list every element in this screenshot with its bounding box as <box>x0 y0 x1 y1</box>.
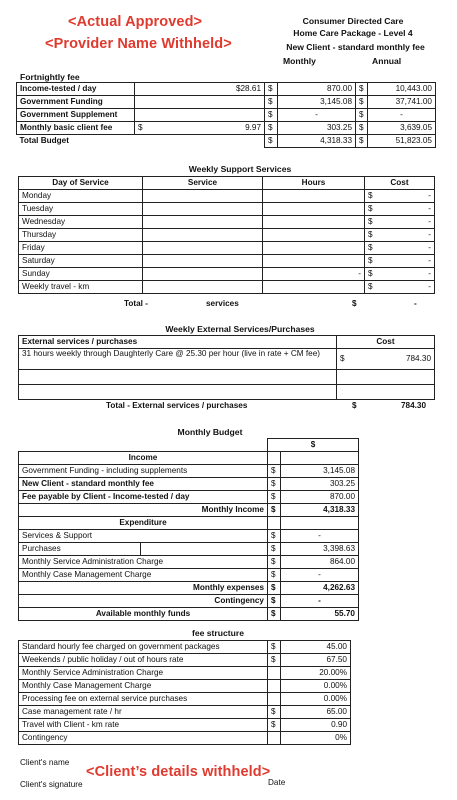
fortnightly-label: Total Budget <box>19 136 69 146</box>
fee-label: Case management rate / hr <box>19 706 268 719</box>
fee-value: 20.00% <box>281 667 351 680</box>
budget-available-value: 55.70 <box>281 608 359 621</box>
header-monthly: Monthly <box>283 56 316 66</box>
budget-monthly-expenses-row <box>19 582 359 595</box>
budget-expenditure-header: Expenditure <box>19 517 268 530</box>
weekly-support-total-currency: $ <box>352 299 357 308</box>
fee-value: 45.00 <box>281 641 351 654</box>
fortnightly-label: Government Funding <box>17 96 135 109</box>
day-label: Thursday <box>19 229 143 242</box>
day-label: Weekly travel - km <box>19 281 143 294</box>
client-name-label: Client's name <box>20 758 70 767</box>
budget-monthly-income-value: 4,318.33 <box>281 504 359 517</box>
budget-monthly-expenses-label: Monthly expenses <box>19 582 268 595</box>
weekly-support-row <box>19 268 435 281</box>
fee-currency <box>268 680 281 693</box>
currency: $ <box>268 556 281 569</box>
day-label: Monday <box>19 190 143 203</box>
fee-label: Contingency <box>19 732 268 745</box>
day-label: Wednesday <box>19 216 143 229</box>
currency: $ <box>265 109 278 122</box>
fee-label: Processing fee on external service purchases <box>19 693 268 706</box>
fee-structure-title: fee structure <box>191 628 245 638</box>
day-label: Sunday <box>19 268 143 281</box>
header-line1: Consumer Directed Care <box>302 16 404 26</box>
budget-income-label: New Client - standard monthly fee <box>19 478 268 491</box>
budget-income-value: 3,145.08 <box>281 465 359 478</box>
external-item-cost: 784.30 <box>405 354 431 363</box>
budget-income-label: Fee payable by Client - Income-tested / day <box>19 491 268 504</box>
weekly-support-title: Weekly Support Services <box>188 164 292 174</box>
fortnightly-monthly: 4,318.33 <box>278 135 356 148</box>
weekly-support-row <box>19 281 435 294</box>
fee-label: Monthly Case Management Charge <box>19 680 268 693</box>
cost-value: - <box>428 269 431 278</box>
fortnightly-annual: 51,823.05 <box>368 135 436 148</box>
col-cost: Cost <box>365 177 435 190</box>
fortnightly-table <box>16 82 436 148</box>
fortnightly-row <box>17 109 436 122</box>
weekly-support-row <box>19 216 435 229</box>
fee-row <box>19 719 351 732</box>
hours-cell: - <box>263 268 365 281</box>
currency: $ <box>268 491 281 504</box>
hours-cell <box>263 255 365 268</box>
fortnightly-annual: 37,741.00 <box>368 96 436 109</box>
hours-cell <box>263 281 365 294</box>
provider-redaction-line2: <Provider Name Withheld> <box>45 36 232 52</box>
fee-row <box>19 641 351 654</box>
external-header: External services / purchases <box>19 336 337 349</box>
hours-cell <box>263 190 365 203</box>
fee-currency: $ <box>268 654 281 667</box>
empty-cell <box>141 543 268 556</box>
budget-exp-value: - <box>281 530 359 543</box>
budget-exp-label: Monthly Service Administration Charge <box>19 556 268 569</box>
external-header-row <box>19 336 435 349</box>
currency: $ <box>356 135 368 148</box>
service-cell <box>143 255 263 268</box>
fee-row <box>19 654 351 667</box>
currency: $ <box>265 135 278 148</box>
currency: $ <box>268 595 281 608</box>
fortnightly-label: Monthly basic client fee <box>17 122 135 135</box>
budget-exp-label: Purchases <box>19 543 141 556</box>
fee-row <box>19 667 351 680</box>
external-cost-header: Cost <box>337 336 435 349</box>
external-item-cost-cell <box>337 349 435 370</box>
service-cell <box>143 281 263 294</box>
fee-label: Monthly Service Administration Charge <box>19 667 268 680</box>
currency: $ <box>268 569 281 582</box>
fee-label: Weekends / public holiday / out of hours rate <box>19 654 268 667</box>
cost-value: - <box>428 256 431 265</box>
cost-cell <box>365 203 435 216</box>
budget-income-header: Income <box>19 452 268 465</box>
fortnightly-extra: $28.61 <box>135 83 265 96</box>
service-cell <box>143 242 263 255</box>
fortnightly-row <box>17 96 436 109</box>
budget-available-label: Available monthly funds <box>19 608 268 621</box>
external-item-row <box>19 349 435 370</box>
hours-cell <box>263 229 365 242</box>
currency: $ <box>268 478 281 491</box>
header-annual: Annual <box>372 56 402 66</box>
fortnightly-extra-cell <box>135 122 265 135</box>
fee-value: 0.00% <box>281 693 351 706</box>
currency: $ <box>265 96 278 109</box>
col-service: Service <box>143 177 263 190</box>
external-total-value: 784.30 <box>401 401 427 410</box>
service-cell <box>143 190 263 203</box>
currency: $ <box>340 354 345 363</box>
fee-row <box>19 732 351 745</box>
fee-currency <box>268 667 281 680</box>
budget-dollar-header: $ <box>268 439 359 452</box>
fortnightly-title: Fortnightly fee <box>20 72 80 82</box>
budget-income-value: 303.25 <box>281 478 359 491</box>
budget-contingency-label: Contingency <box>19 595 268 608</box>
fortnightly-row <box>17 83 436 96</box>
fortnightly-monthly: 3,145.08 <box>278 96 356 109</box>
budget-income-row <box>19 465 359 478</box>
currency: $ <box>368 282 373 291</box>
fee-label: Standard hourly fee charged on government packages <box>19 641 268 654</box>
service-cell <box>143 216 263 229</box>
currency: $ <box>368 243 373 252</box>
client-details-redaction: <Client’s details withheld> <box>86 764 271 780</box>
external-table <box>18 335 435 400</box>
currency: $ <box>138 123 143 132</box>
cost-cell <box>365 242 435 255</box>
fee-structure-table <box>18 640 351 745</box>
currency: $ <box>268 582 281 595</box>
weekly-support-row <box>19 190 435 203</box>
empty-cell <box>19 385 337 400</box>
cost-cell <box>365 255 435 268</box>
fee-currency: $ <box>268 719 281 732</box>
currency: $ <box>356 122 368 135</box>
budget-exp-row <box>19 543 359 556</box>
budget-contingency-row <box>19 595 359 608</box>
currency: $ <box>368 217 373 226</box>
budget-income-value: 870.00 <box>281 491 359 504</box>
empty-cell <box>268 517 281 530</box>
header-line2: Home Care Package - Level 4 <box>293 28 413 38</box>
fortnightly-monthly: 303.25 <box>278 122 356 135</box>
weekly-support-header-row <box>19 177 435 190</box>
hours-cell <box>263 242 365 255</box>
budget-monthly-income-label: Monthly Income <box>19 504 268 517</box>
fortnightly-row <box>17 122 436 135</box>
cost-cell <box>365 216 435 229</box>
fortnightly-label: Income-tested / day <box>17 83 135 96</box>
weekly-support-row <box>19 242 435 255</box>
budget-exp-label: Services & Support <box>19 530 268 543</box>
currency: $ <box>356 96 368 109</box>
currency: $ <box>368 269 373 278</box>
fortnightly-annual: 3,639.05 <box>368 122 436 135</box>
cost-cell <box>365 281 435 294</box>
cost-value: - <box>428 191 431 200</box>
external-total-label: Total - External services / purchases <box>106 401 248 410</box>
service-cell <box>143 268 263 281</box>
fee-currency <box>268 693 281 706</box>
budget-contingency-value: - <box>281 595 359 608</box>
budget-exp-row <box>19 569 359 582</box>
fortnightly-extra <box>135 135 265 148</box>
external-empty-row <box>19 385 435 400</box>
weekly-support-row <box>19 255 435 268</box>
weekly-support-total-label: Total - <box>124 299 148 308</box>
weekly-support-table <box>18 176 435 294</box>
currency: $ <box>356 109 368 122</box>
empty-cell <box>281 452 359 465</box>
currency: $ <box>268 465 281 478</box>
currency: $ <box>368 230 373 239</box>
cost-value: - <box>428 243 431 252</box>
fortnightly-extra: 9.97 <box>245 123 261 132</box>
service-cell <box>143 203 263 216</box>
day-label: Friday <box>19 242 143 255</box>
fee-value: 0.90 <box>281 719 351 732</box>
cost-value: - <box>428 282 431 291</box>
external-item-label: 31 hours weekly through Daughterly Care @ 25.30 per hour (live in rate + CM fee) <box>19 349 337 370</box>
currency: $ <box>368 256 373 265</box>
budget-income-label: Government Funding - including supplements <box>19 465 268 478</box>
fortnightly-extra <box>135 109 265 122</box>
fortnightly-label: Government Supplement <box>17 109 135 122</box>
weekly-support-row <box>19 229 435 242</box>
budget-exp-value: 864.00 <box>281 556 359 569</box>
empty-cell <box>337 370 435 385</box>
budget-available-row <box>19 608 359 621</box>
fortnightly-annual: - <box>368 109 436 122</box>
client-signature-label: Client's signature <box>20 780 83 789</box>
external-empty-row <box>19 370 435 385</box>
budget-monthly-income-row <box>19 504 359 517</box>
empty-cell <box>268 452 281 465</box>
budget-income-row <box>19 478 359 491</box>
currency: $ <box>268 504 281 517</box>
budget-monthly-expenses-value: 4,262.63 <box>281 582 359 595</box>
budget-exp-label: Monthly Case Management Charge <box>19 569 268 582</box>
fee-currency <box>268 732 281 745</box>
fee-row <box>19 693 351 706</box>
cost-value: - <box>428 230 431 239</box>
weekly-support-total-cost: - <box>414 299 417 308</box>
currency: $ <box>356 83 368 96</box>
currency: $ <box>368 191 373 200</box>
fortnightly-monthly: 870.00 <box>278 83 356 96</box>
col-hours: Hours <box>263 177 365 190</box>
fee-value: 0% <box>281 732 351 745</box>
fee-currency: $ <box>268 706 281 719</box>
fortnightly-row <box>17 135 436 148</box>
external-total-currency: $ <box>352 401 357 410</box>
monthly-budget-title: Monthly Budget <box>177 427 243 437</box>
empty-cell <box>19 370 337 385</box>
fee-value: 67.50 <box>281 654 351 667</box>
currency: $ <box>268 608 281 621</box>
service-cell <box>143 229 263 242</box>
budget-exp-value: 3,398.63 <box>281 543 359 556</box>
budget-dollar-row <box>19 439 359 452</box>
fortnightly-monthly: - <box>278 109 356 122</box>
fee-currency: $ <box>268 641 281 654</box>
cost-value: - <box>428 217 431 226</box>
cost-cell <box>365 190 435 203</box>
monthly-budget-table <box>18 438 359 621</box>
fortnightly-extra <box>135 96 265 109</box>
budget-income-header-row <box>19 452 359 465</box>
hours-cell <box>263 203 365 216</box>
external-title: Weekly External Services/Purchases <box>165 324 315 334</box>
header-line3: New Client - standard monthly fee <box>286 42 425 52</box>
empty-cell <box>281 517 359 530</box>
cost-value: - <box>428 204 431 213</box>
hours-cell <box>263 216 365 229</box>
empty-cell <box>141 439 268 452</box>
fee-value: 0.00% <box>281 680 351 693</box>
col-day-of-service: Day of Service <box>19 177 143 190</box>
fee-row <box>19 680 351 693</box>
fortnightly-annual: 10,443.00 <box>368 83 436 96</box>
budget-exp-row <box>19 556 359 569</box>
provider-redaction-line1: <Actual Approved> <box>68 14 203 30</box>
weekly-support-row <box>19 203 435 216</box>
currency: $ <box>368 204 373 213</box>
fee-row <box>19 706 351 719</box>
fee-label: Travel with Client - km rate <box>19 719 268 732</box>
cost-cell <box>365 268 435 281</box>
empty-cell <box>19 439 141 452</box>
weekly-support-total-services: services <box>206 299 239 308</box>
currency: $ <box>268 530 281 543</box>
currency: $ <box>265 83 278 96</box>
budget-exp-row <box>19 530 359 543</box>
cost-cell <box>365 229 435 242</box>
budget-exp-value: - <box>281 569 359 582</box>
fee-value: 65.00 <box>281 706 351 719</box>
empty-cell <box>337 385 435 400</box>
day-label: Tuesday <box>19 203 143 216</box>
currency: $ <box>265 122 278 135</box>
currency: $ <box>268 543 281 556</box>
budget-expenditure-header-row <box>19 517 359 530</box>
date-label: Date <box>268 778 286 787</box>
day-label: Saturday <box>19 255 143 268</box>
budget-income-row <box>19 491 359 504</box>
